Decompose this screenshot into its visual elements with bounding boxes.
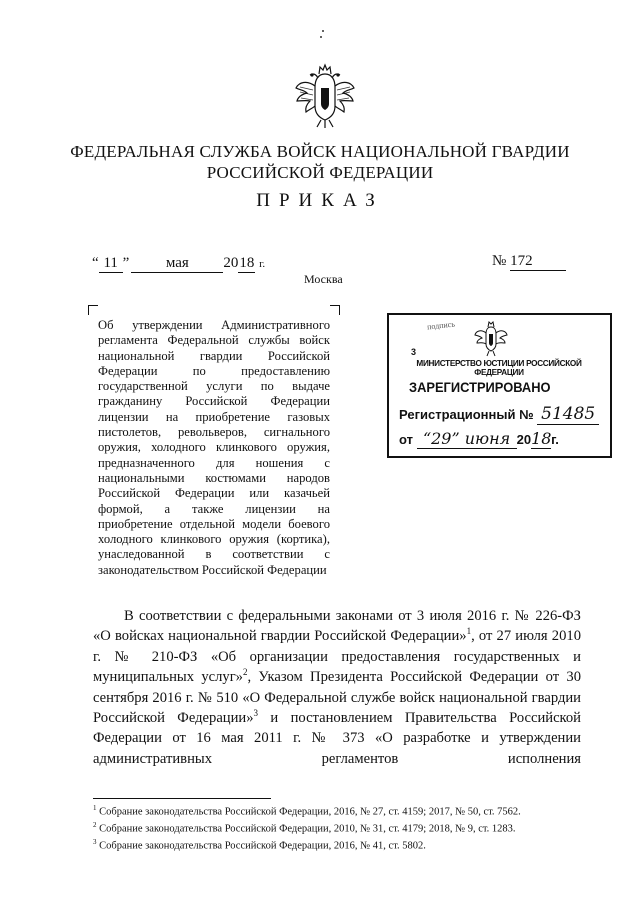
footnote-mark: 1 <box>93 804 97 812</box>
stamp-reg-number: 51485 <box>537 404 599 425</box>
footnote-mark: 3 <box>93 838 97 846</box>
document-type-title: ПРИКАЗ <box>256 190 384 211</box>
stamp-reg-label: Регистрационный № <box>399 407 534 422</box>
footnote-ref-1: 1 <box>466 626 472 637</box>
footnote-item <box>93 836 573 853</box>
scan-speck <box>322 30 324 32</box>
footnote-ref-2: 2 <box>242 667 248 678</box>
footnote-separator <box>93 798 271 799</box>
date-quote-open: “ <box>92 255 99 271</box>
city-name: Москва <box>304 272 343 286</box>
order-date <box>92 255 265 273</box>
date-day: 11 <box>99 255 123 273</box>
date-month: мая <box>131 255 223 273</box>
scan-speck <box>320 36 322 38</box>
stamp-date-row <box>399 429 559 449</box>
order-subject: Об утверждении Административного регламента Федеральной службы войск национальной гвардии Российской Федерации по предоставлению государственной услуги по выдаче гражданину Российской Федерации лицензии на приобретение газовых пистолетов, револьверов, сигнального оружия, холодного клинкового оружия, предназначенного для ношения с национальными костюмами народов Российской Федерации или казачьей формой, а также лицензии на приобретение отдельной модели боевого холодного клинкового оружия (кортика), унаследованной в соответствии с законодательством Российской Федерации <box>98 318 330 577</box>
subject-bracket-right <box>330 305 340 315</box>
footnotes <box>93 802 573 853</box>
footnote-mark: 2 <box>93 821 97 829</box>
date-year: 18 <box>239 255 255 271</box>
stamp-registered-label: ЗАРЕГИСТРИРОВАНО <box>409 379 551 395</box>
date-year-prefix: 20 <box>223 255 239 271</box>
stamp-mark: 3 <box>411 347 417 357</box>
footnote-item <box>93 819 573 836</box>
footnote-ref-3: 3 <box>253 708 259 719</box>
body-text-part1: В соответствии с федеральными законами от 3 июля 2016 г. № 226-ФЗ «О войсках национальной гвардии Российской Федерации» <box>93 608 581 645</box>
number-value: 172 <box>510 253 566 271</box>
stamp-ministry-name: МИНИСТЕРСТВО ЮСТИЦИИ РОССИЙСКОЙ ФЕДЕРАЦИИ <box>416 359 582 377</box>
body-text-part2: , от 27 июля 2010 г. № 210-ФЗ «Об организации предоставления государственных и муниципальных услуг» <box>93 628 581 686</box>
order-body-paragraph <box>93 606 581 769</box>
agency-name-line2: РОССИЙСКОЙ ФЕДЕРАЦИИ <box>206 163 434 182</box>
stamp-year-suffix: г. <box>551 432 559 447</box>
stamp-signature-scribble: подпись <box>426 319 456 332</box>
date-year-abbr: г. <box>259 258 266 270</box>
footnote-text: Собрание законодательства Российской Федерации, 2010, № 31, ст. 4179; 2018, № 9, ст. 1283. <box>96 823 516 835</box>
footnote-text: Собрание законодательства Российской Федерации, 2016, № 41, ст. 5802. <box>96 840 426 852</box>
stamp-emblem-icon <box>473 319 509 357</box>
number-label: № <box>492 253 507 269</box>
registration-stamp <box>387 313 612 458</box>
stamp-registration-number-row <box>399 404 599 425</box>
footnote-item <box>93 802 573 819</box>
stamp-year-handwritten: 18 <box>531 429 552 448</box>
body-text-part4: и постановлением Правительства Российской Федерации от 16 мая 2011 г. № 373 «О разработке и утверждении административных регламентов исполнения <box>93 710 581 767</box>
date-quote-close: ” <box>122 255 130 271</box>
coat-of-arms-emblem <box>291 60 359 130</box>
body-text-part3: , Указом Президента Российской Федерации от 30 сентября 2016 г. № 510 «О Федеральной службе войск национальной гвардии Российской Федерации» <box>93 669 581 727</box>
stamp-date-handwritten: “29” июня <box>417 429 517 449</box>
stamp-date-prefix: от <box>399 432 413 447</box>
footnote-text: Собрание законодательства Российской Федерации, 2016, № 27, ст. 4159; 2017, № 50, ст. 7562. <box>96 806 521 818</box>
agency-name-line1: ФЕДЕРАЛЬНАЯ СЛУЖБА ВОЙСК НАЦИОНАЛЬНОЙ ГВАРДИИ <box>70 142 570 161</box>
order-number <box>492 253 566 271</box>
stamp-year-prefix: 20 <box>516 432 532 447</box>
subject-bracket-left <box>88 305 98 315</box>
